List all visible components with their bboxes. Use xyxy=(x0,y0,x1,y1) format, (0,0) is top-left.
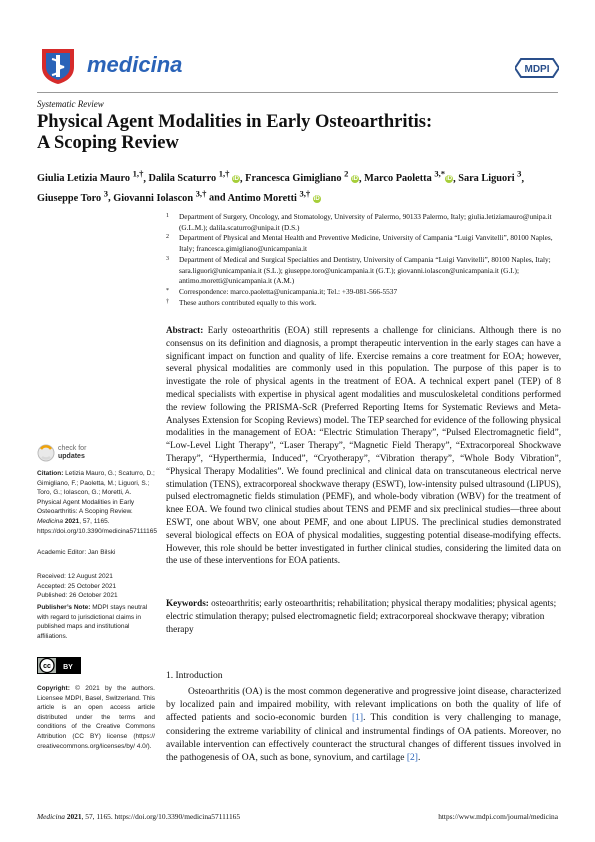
citation-link[interactable]: [1] xyxy=(352,713,364,724)
abstract-text: Early osteoarthritis (EOA) still represents a challenge for clinicians. Although there is no consensus on its definition and diagnosis, a prompt therapeutic intervention in the early stages can have a significant impact on function and quality of life. Exercise remains a core treatment for EOA; however, several physical modalities are commonly used in this population. The purpose of this paper is to investigate the role of physical agents in the treatment of EOA. A technical expert panel (TEP) of 8 medical specialists with expertise in physical agent modalities and musculoskeletal conditions performed the review following the PRISMA-ScR (Preferred Reporting Items for Systematic Reviews and Meta-Analyses Extension for Scoping Reviews) model. The TEP searched for evidence of the following physical modalities in the management of EOA: “Electric Stimulation Therapy”, “Pulsed Electromagnetic field”, “Low-Level Light Therapy”, “Laser Therapy”, “Magnetic Field Therapy”, “Extracorporeal Shockwave Therapy”, “Hyperthermia, Induced”, “Cryotherapy”, “Vibration therapy”, “Whole Body Vibration”, “Physical Therapy Modalities”. We found preclinical and clinical data on transcutaneous electrical nerve stimulation (TENS), extracorporeal shockwave therapy (ESWT), low-intensity pulsed ultrasound (LIPUS), pulsed electromagnetic fields stimulation (PEMF), and whole-body vibration (WBV) for the treatment of knee EOA. We found two clinical studies about TENS and PEMF and six preclinical studies—three about ESWT, one about WBV, one about PEMF, and one about LIPUS. The preclinical studies demonstrated several biological effects on EOA of physical modalities, suggesting potential disease-modifying effects. However, this role should be better investigated in further clinical studies, considering the limited data on the use of these interventions for EOA patients. xyxy=(166,325,561,566)
keywords-label: Keywords: xyxy=(166,598,209,608)
page-title xyxy=(37,112,537,154)
correspondence: * Correspondence: marco.paoletta@unicampania.it; Tel.: +39-081-566-5537 xyxy=(166,286,398,296)
check-label: check for xyxy=(58,445,87,452)
orcid-icon: iD xyxy=(313,195,320,202)
keywords-text: osteoarthritis; early osteoarthritis; rehabilitation; physical therapy modalities; physical agents; electric stimulation therapy; pulsed electromagnetic field; extracorporeal shockwave therapy; vibration therapy xyxy=(166,598,557,634)
check-for-updates-button[interactable] xyxy=(37,442,155,464)
mdpi-logo-text: MDPI xyxy=(524,64,550,75)
orcid-icon: iD xyxy=(446,176,453,183)
check-for-updates-icon xyxy=(37,444,55,462)
keywords xyxy=(166,597,561,635)
author: Antimo Moretti $^{3,\dagger}$ iD xyxy=(227,188,320,204)
abstract-label: Abstract: xyxy=(166,325,204,335)
cc-label: cc xyxy=(43,663,51,670)
abstract xyxy=(166,324,561,567)
author: Giovanni Iolascon $^{3,\dagger}$ xyxy=(113,188,207,204)
header-divider xyxy=(37,92,558,93)
author: Giuseppe Toro $^3$ xyxy=(37,188,109,204)
cc-by-license-icon[interactable] xyxy=(37,657,81,674)
author: Sara Liguori $^3$ xyxy=(458,169,522,185)
article-type: Systematic Review xyxy=(37,99,104,109)
accepted-date: Accepted: 25 October 2021 xyxy=(37,582,117,590)
updates-label: updates xyxy=(58,453,85,460)
published-date: Published: 26 October 2021 xyxy=(37,592,118,600)
affiliation-item: 1 Department of Surgery, Oncology, and Stomatology, University of Palermo, 90133 Palermo, Italy; giulia.letiziamauro@unipa.it (G.L.M.); dalila.scaturro@unipa.it (D.S.) xyxy=(166,212,552,232)
introduction-paragraph: Osteoarthritis (OA) is the most common degenerative and progressive joint disease, characterized by localized pain and impaired mobility, with relevant implications on both the quality of life of affected patients and socio-economic burden [1]. This condition is very challenging to manage, considering the extreme variability of clinical and instrumental findings of OA patients. Moreover, no available intervention can effectively counteract the structural changes of different tissues involved in the pathogenesis of OA, such as bone, synovium, and cartilage [2]. xyxy=(166,687,562,764)
journal-name: medicina xyxy=(87,52,183,77)
author: Dalila Scaturro $^{1,\dagger}$ iD xyxy=(148,169,240,185)
author: Francesca Gimigliano $^2$ iD xyxy=(245,169,359,185)
medicina-logo-icon xyxy=(38,45,78,85)
affiliation-item: 2 Department of Physical and Mental Health and Preventive Medicine, University of Campania “Luigi Vanvitelli”, 80100 Naples, Italy; francesca.gimigliano@unicampania.it xyxy=(166,233,553,254)
cc-by-label: BY xyxy=(63,664,73,671)
author: Marco Paoletta $^{3,*}$iD xyxy=(364,169,453,185)
title-line-1: Physical Agent Modalities in Early Osteoarthritis: xyxy=(37,112,433,132)
mdpi-logo-icon xyxy=(515,57,559,79)
affiliation-item: 3 Department of Medical and Surgical Specialties and Dentistry, University of Campania “Luigi Vanvitelli”, 80100 Naples, Italy; sara.liguori@unicampania.it (S.L.); giuseppe.toro@unicampania.it (G.T.); giovanni.iolascon@unicampania.it (G.I.); antimo.moretti@unicampania.it (A.M.) xyxy=(166,254,551,286)
page-footer xyxy=(37,812,558,821)
publisher-note: Publisher’s Note: MDPI stays neutral with regard to jurisdictional claims in published maps and institutional affiliations. xyxy=(37,604,148,640)
orcid-icon: iD xyxy=(352,176,359,183)
title-line-2: A Scoping Review xyxy=(37,133,179,153)
section-heading-introduction: 1. Introduction xyxy=(166,671,223,681)
affiliations xyxy=(166,212,561,308)
orcid-icon: iD xyxy=(233,176,240,183)
academic-editor: Academic Editor: Jan Bilski xyxy=(37,549,116,556)
footer-citation: Medicina 2021, 57, 1165. https://doi.org/10.3390/medicina57111165 xyxy=(37,812,241,821)
author: Giulia Letizia Mauro $^{1,\dagger}$ xyxy=(37,169,144,185)
copyright-block: Copyright: © 2021 by the authors. Licensee MDPI, Basel, Switzerland. This article is an open access article distributed under the terms and conditions of the Creative Commons Attribution (CC BY) license (https:// creativecommons.org/licenses/by/ 4.0/). xyxy=(37,685,155,750)
received-date: Received: 12 August 2021 xyxy=(37,573,113,580)
footer-journal-link[interactable]: https://www.mdpi.com/journal/medicina xyxy=(438,812,558,821)
dates-block xyxy=(37,572,155,601)
author-list: Giulia Letizia Mauro $^{1,\dagger}$, Dalila Scaturro $^{1,\dagger}$ iD, Francesca Gimigliano $^2$ iD, Marco Paoletta $^{3,*}$iD, Sara Liguori $^3$, Giuseppe Toro $^3$, Giovanni Iolascon $^{3,\dagger}$ and Antimo Moretti $^{3,\dagger}$ iD xyxy=(37,169,525,204)
equal-contribution-note: † These authors contributed equally to this work. xyxy=(166,297,317,307)
citation-block: Citation: Letizia Mauro, G.; Scaturro, D.; Gimigliano, F.; Paoletta, M.; Liguori, S.; Toro, G.; Iolascon, G.; Moretti, A. Physical Agent Modalities in Early Osteoarthritis: A Scoping Review. Medicina 2021, 57, 1165. https://doi.org/10.3390/medicina57111165 xyxy=(37,470,157,535)
citation-link[interactable]: [2] xyxy=(406,753,418,764)
